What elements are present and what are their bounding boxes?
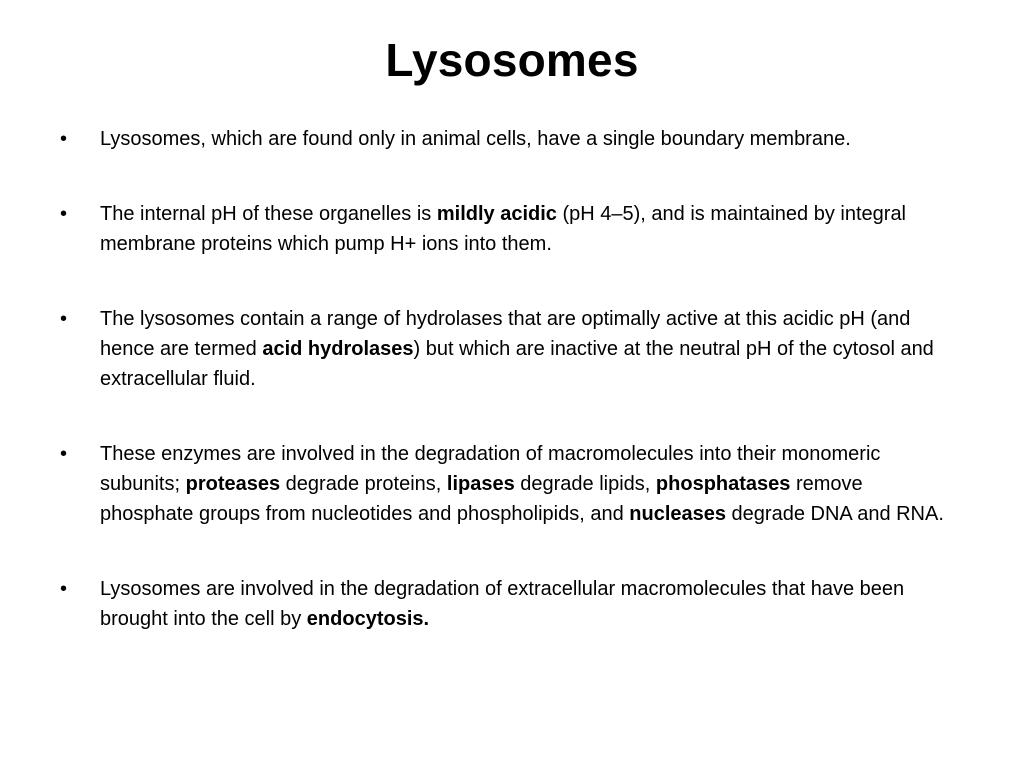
text-segment: remove phosphate groups from nucleotides and phospholipids, and [100, 473, 863, 525]
text-segment: ) but which are inactive at the neutral pH of the cytosol and extracellular fluid. [100, 338, 934, 390]
bold-term: mildly acidic [436, 203, 557, 225]
bold-term: proteases [185, 473, 281, 495]
bullet-list [60, 124, 960, 679]
bullet-item [60, 304, 960, 394]
text-segment: degrade proteins, [280, 473, 447, 495]
text-segment: Lysosomes are involved in the degradation of extracellular macromolecules that have been brought into the cell by [100, 578, 905, 630]
bullet-dot-icon: • [60, 578, 68, 600]
text-segment: The internal pH of these organelles is [100, 203, 437, 225]
bullet-item [60, 574, 960, 634]
bullet-dot-icon: • [60, 308, 68, 330]
bullet-text [100, 308, 934, 390]
bullet-dot-icon: • [60, 443, 68, 465]
bullet-text [100, 203, 906, 255]
bullet-text [100, 128, 851, 150]
bold-term: phosphatases [655, 473, 791, 495]
text-segment: These enzymes are involved in the degradation of macromolecules into their monomeric subunits; [100, 443, 881, 495]
text-segment: (pH 4–5), and is maintained by integral membrane proteins which pump H+ ions into them. [100, 203, 907, 255]
bullet-text [100, 443, 944, 525]
text-segment: Lysosomes, which are found only in animal cells, have a single boundary membrane. [100, 128, 851, 150]
bullet-item [60, 124, 960, 154]
bold-term: nucleases [629, 503, 726, 525]
bold-term: lipases [446, 473, 515, 495]
text-segment: degrade lipids, [514, 473, 656, 495]
bullet-dot-icon: • [60, 128, 68, 150]
slide-title: Lysosomes [385, 34, 639, 86]
bullet-text [100, 578, 904, 630]
text-segment: degrade DNA and RNA. [726, 503, 944, 525]
bullet-item [60, 199, 960, 259]
bullet-item [60, 439, 960, 529]
bold-term: acid hydrolases [262, 338, 414, 360]
bullet-dot-icon: • [60, 203, 68, 225]
text-segment: The lysosomes contain a range of hydrolases that are optimally active at this acidic pH (and hence are termed [100, 308, 911, 360]
bold-term: endocytosis. [306, 608, 430, 630]
